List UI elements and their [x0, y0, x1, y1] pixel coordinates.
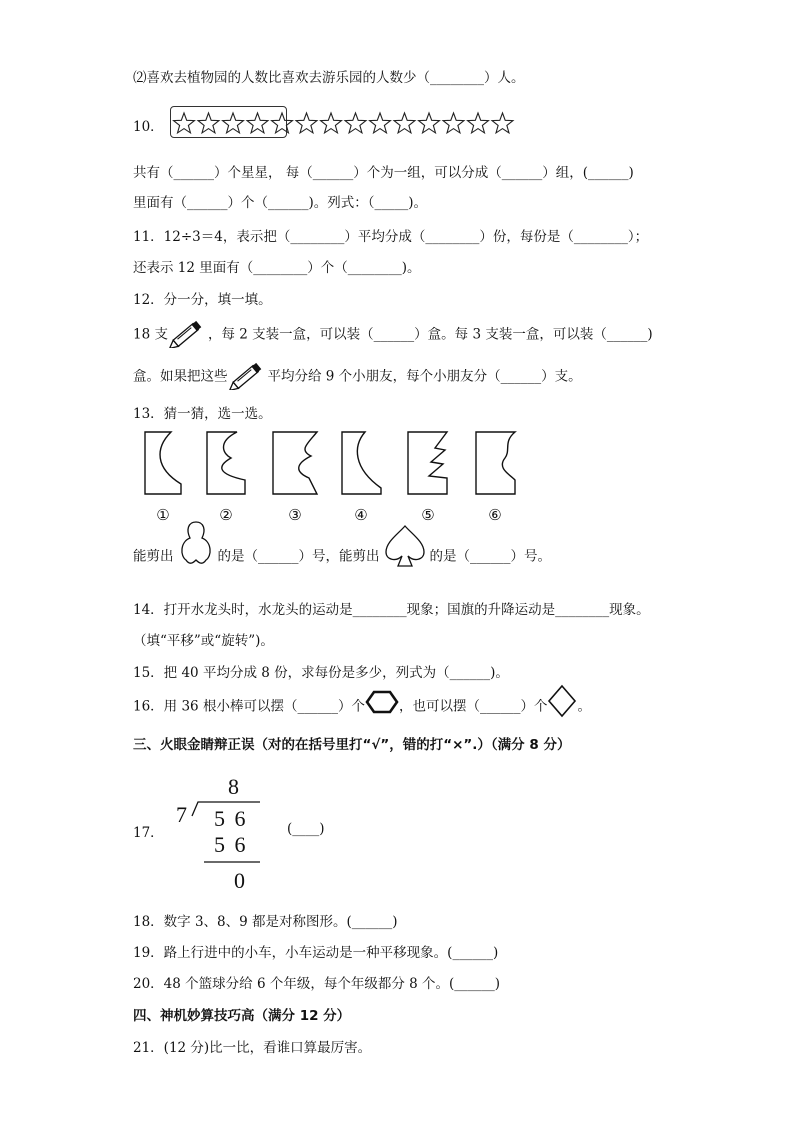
q12-line1-post: ，每 2 支装一盒，可以装（______）盒。每 3 支装一盒，可以装（______): [207, 326, 653, 343]
gourd-shape-icon: [176, 520, 216, 574]
hexagon-icon: [365, 689, 399, 719]
q12-line2: [133, 360, 582, 394]
shape-label-1: ①: [156, 506, 170, 524]
star-icon: [272, 113, 293, 133]
rhombus-icon: [547, 684, 577, 722]
folded-paper-shapes: [135, 428, 525, 528]
q19: 19．路上行进中的小车，小车运动是一种平移现象。(______): [133, 945, 499, 961]
section-3-heading: 三、火眼金睛辩正误（对的在括号里打“√”，错的打“×”.）（满分 8 分）: [133, 737, 571, 753]
q17-blank: (____): [287, 821, 325, 837]
spade-shape-icon: [382, 524, 428, 574]
q20: 20．48 个篮球分给 6 个年级，每个年级都分 8 个。(______): [133, 976, 501, 992]
q9-part2: ⑵喜欢去植物园的人数比喜欢去游乐园的人数少（________）人。: [133, 70, 525, 86]
star-icon: [296, 113, 317, 133]
star-icon: [443, 113, 464, 133]
star-icon: [174, 113, 195, 133]
shape-label-5: ⑤: [421, 506, 435, 524]
q13-ans-c: 的是（______）号。: [429, 548, 551, 565]
q12-line2-pre: 盒。如果把这些: [133, 368, 228, 385]
q12-line1-pre: 18 支: [133, 326, 168, 343]
q14-line1: 14．打开水龙头时，水龙头的运动是________现象；国旗的升降运动是________现象。: [133, 602, 650, 618]
q12-line1: [133, 318, 653, 352]
q14-line2: （填“平移”或“旋转”)。: [133, 633, 274, 649]
shape-3: [273, 432, 317, 494]
star-icon: [419, 113, 440, 133]
q10-number: 10．: [133, 119, 164, 135]
star-icon: [394, 113, 415, 133]
q15: 15．把 40 平均分成 8 份，求每份是多少，列式为（______)。: [133, 665, 509, 681]
q12-line2-post: 平均分给 9 个小朋友，每个小朋友分（______）支。: [267, 368, 582, 385]
shape-5: [408, 432, 447, 494]
q16-b: ，也可以摆（______）个: [398, 698, 548, 715]
q13-ans-b: 的是（______）号，能剪出: [217, 548, 380, 565]
shape-1: [145, 432, 181, 494]
star-icon: [321, 113, 342, 133]
q12-title: 12．分一分，填一填。: [133, 292, 272, 308]
q11-line2: 还表示 12 里面有（________）个（________)。: [133, 260, 421, 276]
q16: [133, 692, 591, 722]
shape-label-6: ⑥: [488, 506, 502, 524]
star-icon: [223, 113, 244, 133]
star-icon: [492, 113, 513, 133]
q21: 21．(12 分)比一比，看谁口算最厉害。: [133, 1040, 372, 1056]
star-icon: [468, 113, 489, 133]
pencil-icon: [168, 318, 208, 352]
q16-c: 。: [577, 698, 591, 715]
division-product: 5 6: [214, 832, 248, 857]
division-remainder: 0: [234, 868, 245, 892]
section-4-heading: 四、神机妙算技巧高（满分 12 分）: [133, 1008, 351, 1024]
q10-line1: 共有（______）个星星， 每（______）个为一组，可以分成（______）组，(______): [133, 165, 634, 181]
q11-line1: 11．12÷3＝4，表示把（________）平均分成（________）份，每份是（________）；: [133, 229, 649, 245]
division-divisor: 7: [176, 802, 187, 827]
q16-a: 16．用 36 根小棒可以摆（______）个: [133, 698, 365, 715]
q18: 18．数字 3、8、9 都是对称图形。(______): [133, 914, 398, 930]
star-icon: [370, 113, 391, 133]
shape-label-3: ③: [288, 506, 302, 524]
star-icon: [247, 113, 268, 133]
pencil-icon: [228, 360, 268, 394]
division-quotient: 8: [228, 774, 239, 799]
q17-long-division: [170, 772, 280, 892]
q13-title: 13．猜一猜，选一选。: [133, 406, 272, 422]
shape-4: [342, 432, 381, 494]
q13-ans-a: 能剪出: [133, 548, 174, 565]
star-icon: [198, 113, 219, 133]
stars-row: [170, 108, 520, 138]
shape-label-4: ④: [354, 506, 368, 524]
q13-answer: [133, 540, 551, 574]
division-dividend: 5 6: [214, 806, 248, 831]
shape-6: [476, 432, 515, 494]
shape-label-2: ②: [219, 506, 233, 524]
q17-number: 17．: [133, 825, 164, 841]
shape-2: [207, 432, 245, 494]
star-icon: [345, 113, 366, 133]
q10-line2: 里面有（______）个（______)。列式：（_____)。: [133, 195, 428, 211]
